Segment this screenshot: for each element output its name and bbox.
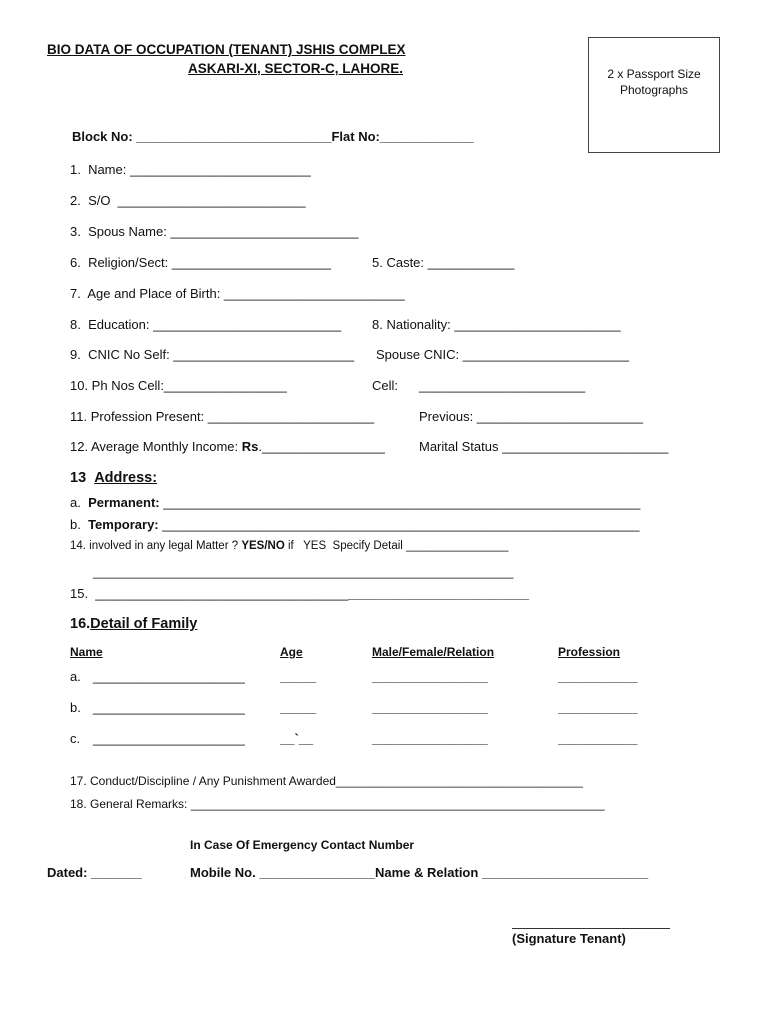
cell-label: Cell:	[372, 378, 399, 393]
income-line: ._________________	[258, 439, 385, 454]
so-field[interactable]: 2. S/O __________________________	[70, 193, 306, 208]
age-place-field[interactable]: 7. Age and Place of Birth: _________________________	[70, 286, 405, 301]
spouse-cnic-field[interactable]: Spouse CNIC: _______________________	[376, 347, 629, 362]
profession-present-field[interactable]: 11. Profession Present: _______________________	[70, 409, 375, 424]
signature-line[interactable]	[512, 928, 670, 929]
dated-field[interactable]: Dated: _______	[47, 865, 142, 880]
legal-specify: if YES Specify Detail ________________	[284, 540, 509, 552]
temporary-label: Temporary:	[88, 517, 159, 532]
temporary-line: __________________________________________________________________	[158, 517, 640, 532]
passport-photo-box	[588, 37, 720, 153]
monthly-income-field[interactable]	[70, 440, 385, 453]
general-remarks-field[interactable]: 18. General Remarks: ______________________________________________________________	[70, 797, 605, 811]
family-col-profession: Profession	[558, 645, 621, 659]
family-row-a-relation[interactable]: ________________	[372, 669, 488, 684]
family-heading	[70, 617, 197, 632]
name-field[interactable]: 1. Name: _________________________	[70, 162, 311, 177]
family-row-c-age[interactable]: __`__	[280, 731, 314, 746]
family-number: 16.	[70, 616, 91, 632]
family-row-b-age[interactable]: _____	[280, 700, 317, 715]
address-heading	[70, 471, 157, 486]
family-col-age: Age	[280, 645, 303, 659]
marital-status-field[interactable]: Marital Status _______________________	[419, 439, 669, 454]
family-row-c-label: c.	[70, 731, 81, 746]
family-row-b-relation[interactable]: ________________	[372, 700, 488, 715]
family-row-a-age[interactable]: _____	[280, 669, 317, 684]
caste-field[interactable]: 5. Caste: ____________	[372, 255, 515, 270]
family-row-b-name[interactable]: _____________________	[93, 700, 245, 715]
permanent-line: __________________________________________________________________	[159, 495, 641, 510]
cell-field[interactable]: _______________________	[419, 378, 586, 393]
emergency-heading: In Case Of Emergency Contact Number	[190, 838, 415, 852]
form-title-line1: BIO DATA OF OCCUPATION (TENANT) JSHIS COMPLEX	[47, 42, 406, 57]
emergency-mobile-relation-field[interactable]: Mobile No. ________________Name & Relation _______________________	[190, 865, 649, 880]
temporary-address-field[interactable]	[70, 518, 639, 531]
permanent-address-field[interactable]	[70, 496, 640, 509]
family-row-b-profession[interactable]: ___________	[558, 700, 638, 715]
cnic-self-field[interactable]: 9. CNIC No Self: _________________________	[70, 347, 355, 362]
permanent-prefix: a.	[70, 495, 81, 510]
address-title: Address:	[94, 470, 158, 486]
temporary-prefix: b.	[70, 517, 81, 532]
family-row-b-label: b.	[70, 700, 81, 715]
photo-box-label-1: 2 x Passport Size	[607, 67, 701, 81]
family-title: Detail of Family	[90, 616, 198, 632]
income-label: 12. Average Monthly Income:	[70, 439, 242, 454]
family-row-c-name[interactable]: _____________________	[93, 731, 245, 746]
photo-box-label-2: Photographs	[619, 83, 689, 97]
family-col-relation: Male/Female/Relation	[372, 645, 495, 659]
family-row-c-profession[interactable]: ___________	[558, 731, 638, 746]
spouse-name-field[interactable]: 3. Spous Name: __________________________	[70, 224, 359, 239]
profession-previous-field[interactable]: Previous: _______________________	[419, 409, 644, 424]
legal-detail-line[interactable]: _______________________________________________________________	[93, 565, 514, 579]
income-currency: Rs	[241, 439, 259, 454]
legal-question: 14. involved in any legal Matter ?	[70, 540, 242, 552]
legal-matter-field[interactable]	[70, 541, 508, 553]
phone-cell-field[interactable]: 10. Ph Nos Cell:_________________	[70, 378, 287, 393]
family-row-a-name[interactable]: _____________________	[93, 669, 245, 684]
block-flat-field[interactable]: Block No: ___________________________Flat No:_____________	[72, 129, 474, 144]
family-row-c-relation[interactable]: ________________	[372, 731, 488, 746]
form-title-line2: ASKARI-XI, SECTOR-C, LAHORE.	[188, 61, 404, 76]
religion-field[interactable]: 6. Religion/Sect: ______________________	[70, 255, 331, 270]
signature-label: (Signature Tenant)	[512, 931, 626, 946]
family-col-name: Name	[70, 645, 103, 659]
family-row-a-label: a.	[70, 669, 81, 684]
permanent-label: Permanent:	[88, 495, 160, 510]
family-row-a-profession[interactable]: ___________	[558, 669, 638, 684]
item-15-line-b: _________________________	[348, 586, 530, 601]
item-15-line-a: 15. ___________________________________	[70, 586, 349, 601]
item-15-field[interactable]	[70, 587, 529, 600]
legal-yesno: YES/NO	[241, 540, 285, 552]
nationality-field[interactable]: 8. Nationality: _______________________	[372, 317, 621, 332]
education-field[interactable]: 8. Education: __________________________	[70, 317, 342, 332]
address-number: 13	[70, 470, 87, 486]
conduct-discipline-field[interactable]: 17. Conduct/Discipline / Any Punishment Awarded_____________________________________	[70, 774, 583, 788]
